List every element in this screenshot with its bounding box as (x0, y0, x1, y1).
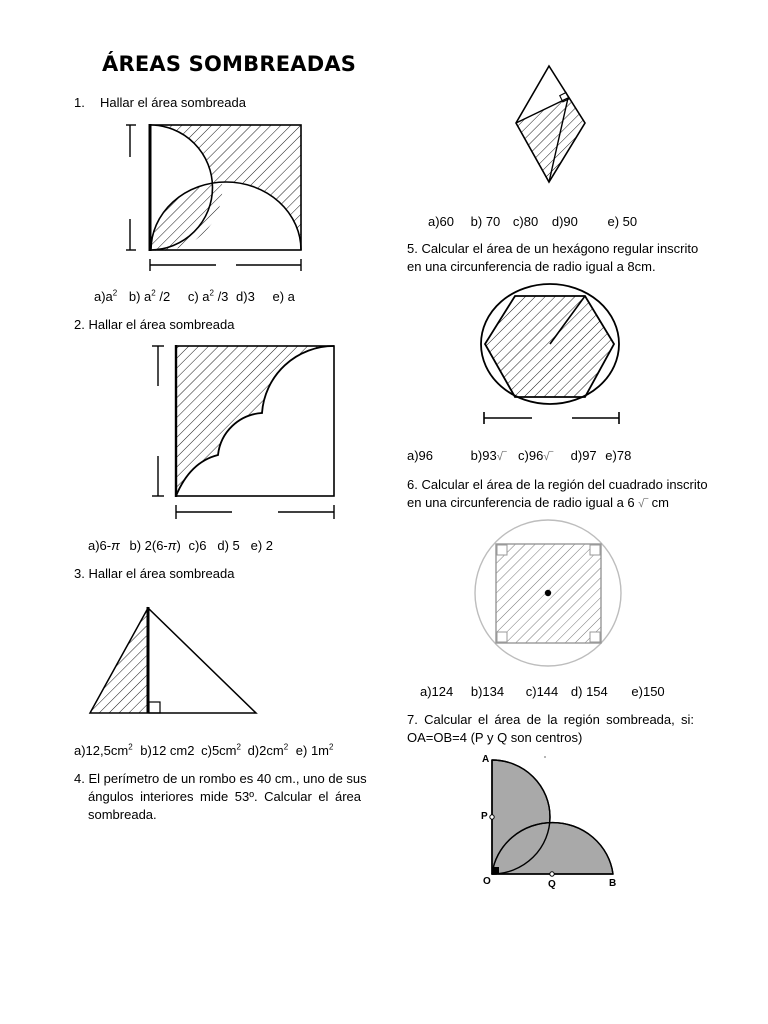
p2-options-rest[interactable]: c)6 d) 5 e) 2 (188, 538, 273, 553)
problem-4-line-2: ángulos interiores mide 53º. Calcular el área (88, 789, 361, 804)
p1-option-a[interactable]: a)a (94, 289, 113, 304)
problem-6-figure (470, 520, 630, 670)
p2-option-b[interactable] (129, 538, 180, 553)
superscript: 2 (112, 288, 118, 298)
problem-5-figure (476, 283, 626, 428)
p4-option-a[interactable]: a)60 (428, 214, 455, 229)
p3-option-a-text: a)12,5cm (74, 743, 129, 758)
p3-option-d-text: d)2cm (247, 743, 284, 758)
problem-2-options (88, 537, 273, 555)
problem-6-line-2a: en una circunferencia de radio igual a 6 (407, 495, 635, 510)
problem-5-line-1: 5. Calcular el área de un hexágono regular inscrito (407, 241, 699, 256)
p6-option-a[interactable]: a)124 (420, 684, 454, 699)
problem-1-options (94, 288, 295, 306)
p5-option-c[interactable] (518, 448, 553, 463)
problem-5-text (407, 240, 702, 276)
problem-4-figure (510, 60, 590, 190)
p6-option-b[interactable]: b)134 (470, 684, 505, 699)
p3-option-c-text: c)5cm (201, 743, 237, 758)
label-o: O (483, 876, 491, 887)
problem-4-line-3: sombreada. (88, 807, 157, 822)
problem-4-text (74, 770, 367, 824)
problem-3-options (74, 742, 333, 760)
p1-option-e[interactable]: e) a (272, 289, 295, 304)
superscript: 2 (283, 742, 289, 752)
p6-option-d[interactable]: d) 154 (570, 684, 608, 699)
problem-2-text: 2. Hallar el área sombreada (74, 317, 235, 332)
p4-option-e[interactable]: e) 50 (607, 214, 638, 229)
problem-7-figure (475, 752, 625, 892)
problem-6-line-2 (407, 494, 707, 513)
label-a: A (482, 754, 490, 765)
problem-2-figure (150, 340, 340, 520)
p3-option-a[interactable] (74, 743, 133, 758)
p5-option-d[interactable]: d)97 (570, 448, 597, 463)
p6-option-e[interactable]: e)150 (631, 684, 665, 699)
p3-option-e[interactable] (296, 743, 334, 758)
p3-option-e-text: e) 1m (295, 743, 330, 758)
p4-option-d[interactable]: d)90 (551, 214, 578, 229)
p2-option-a[interactable] (88, 538, 120, 553)
p2-option-b-text: b) 2(6- (129, 538, 168, 553)
problem-6-line-2b: cm (651, 495, 669, 510)
superscript: 2 (128, 742, 133, 752)
p1-option-d[interactable]: d)3 (236, 289, 255, 304)
superscript: 2 (329, 742, 334, 752)
radical-icon: √‾ (638, 498, 648, 510)
problem-7-line-2: OA=OB=4 (P y Q son centros) (407, 730, 583, 745)
problem-1-text: Hallar el área sombreada (100, 95, 246, 110)
problem-5-options (407, 447, 631, 466)
superscript: 2 (151, 288, 156, 298)
radical-icon: √‾ (496, 451, 507, 463)
p1-option-c[interactable]: c) a (187, 289, 210, 304)
problem-1-number: 1. (74, 95, 85, 110)
pi-symbol: π (167, 538, 177, 553)
p1-option-b[interactable]: b) a (128, 289, 152, 304)
superscript: 2 (236, 742, 241, 752)
p1-option-b-rest: /2 (155, 289, 171, 304)
label-q: Q (548, 879, 556, 890)
problem-7-text (407, 711, 694, 747)
superscript: 2 (209, 288, 214, 298)
problem-7-line-1: 7. Calcular el área de la región sombreada, si: (407, 712, 694, 727)
problem-4-options (428, 213, 637, 231)
p2-option-a-text: a)6- (88, 538, 112, 553)
p5-option-c-text: c)96 (518, 448, 544, 463)
p3-option-d[interactable] (248, 743, 289, 758)
p5-option-b-text: b)93 (470, 448, 497, 463)
p4-option-c[interactable]: c)80 (512, 214, 539, 229)
p2-option-b-close: ) (176, 538, 181, 553)
p3-option-c[interactable] (201, 743, 241, 758)
pi-symbol: π (111, 538, 120, 553)
problem-5-line-2: en una circunferencia de radio igual a 8cm. (407, 259, 656, 274)
p5-option-b[interactable] (471, 448, 507, 463)
page-title: ÁREAS SOMBREADAS (102, 52, 357, 76)
label-p: P (481, 811, 488, 822)
problem-4-line-1: 4. El perímetro de un rombo es 40 cm., uno de sus (74, 771, 367, 786)
label-b: B (609, 878, 617, 889)
problem-6-text (407, 476, 707, 513)
radical-icon: √‾ (543, 451, 554, 463)
problem-6-line-1: 6. Calcular el área de la región del cuadrado inscrito (407, 477, 708, 492)
p5-option-e[interactable]: e)78 (605, 448, 632, 463)
p5-option-a[interactable]: a)96 (407, 448, 434, 463)
problem-1-figure (120, 115, 310, 275)
p6-option-c[interactable]: c)144 (525, 684, 559, 699)
problem-3-text: 3. Hallar el área sombreada (74, 566, 235, 581)
p3-option-b[interactable]: b)12 cm2 (140, 743, 195, 758)
p4-option-b[interactable]: b) 70 (470, 214, 501, 229)
problem-6-options (420, 683, 665, 701)
p1-option-c-rest: /3 (213, 289, 229, 304)
problem-3-figure (85, 600, 265, 720)
